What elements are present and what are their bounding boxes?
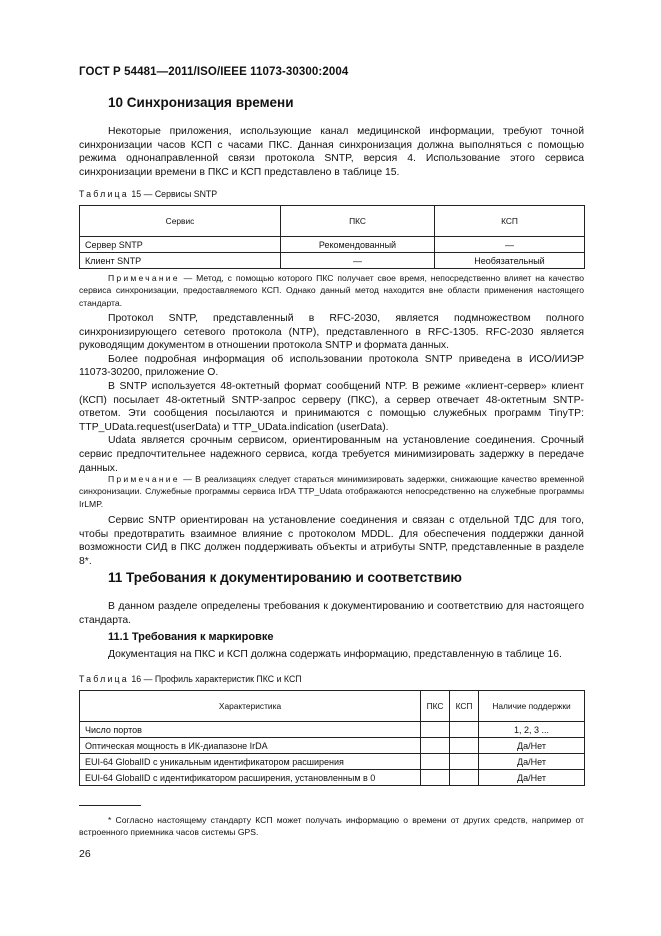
- subsection-11-1-text: Документация на ПКС и КСП должна содержать информацию, представленную в таблице 16.: [108, 649, 562, 660]
- table-cell: [450, 722, 479, 738]
- table-cell: [450, 738, 479, 754]
- subsection-11-1-title: 11.1 Требования к маркировке: [108, 631, 274, 643]
- note-2: [79, 473, 584, 510]
- table-16: [79, 690, 585, 786]
- table-cell: Клиент SNTP: [80, 253, 281, 269]
- table-cell: [421, 738, 450, 754]
- table-cell: [421, 754, 450, 770]
- table-row: [80, 754, 585, 770]
- table-header-row: [80, 691, 585, 722]
- note-text: — В реализациях следует стараться минимизировать задержки, снижающие качество временной синхронизации. Служебные программы сервиса IrDA TTP_Udata отображаются непосредственно на служебные программы IrLMP.: [79, 474, 584, 509]
- table-cell: Да/Нет: [479, 754, 585, 770]
- table-cell: Необязательный: [435, 253, 585, 269]
- paragraph: Udata является срочным сервисом, ориентированным на установление соединения. Срочный сервис предпочтительнее надежного сервиса, когда требуется минимизировать задержку в передаче данных.: [79, 435, 584, 474]
- section-10-title: 10 Синхронизация времени: [108, 95, 294, 110]
- table-cell: [450, 770, 479, 786]
- note-label: Примечание: [108, 273, 180, 283]
- body-paragraphs: [79, 312, 584, 475]
- paragraph: Более подробная информация об использовании протокола SNTP приведена в ИСО/ИИЭР 11073-30200, приложение О.: [79, 353, 584, 379]
- note-1: [79, 272, 584, 309]
- table-row: [80, 253, 585, 269]
- table-header-row: [80, 206, 585, 237]
- col-header: КСП: [435, 206, 585, 237]
- caption-text: 15 — Сервисы SNTP: [128, 189, 218, 199]
- table-cell: Сервер SNTP: [80, 237, 281, 253]
- table-cell: —: [281, 253, 435, 269]
- note-text: — Метод, с помощью которого ПКС получает свое время, непосредственно влияет на качество сервиса синхронизации, предоставляемого КСП. Однако данный метод находится вне области применения настоящего стандарта.: [79, 273, 584, 308]
- col-header: ПКС: [421, 691, 450, 722]
- table-16-caption: [79, 674, 302, 684]
- table-cell: Оптическая мощность в ИК-диапазоне IrDA: [80, 738, 421, 754]
- col-header: КСП: [450, 691, 479, 722]
- col-header: Наличие поддержки: [479, 691, 585, 722]
- table-15: [79, 205, 585, 269]
- table-cell: [421, 722, 450, 738]
- table-cell: [450, 754, 479, 770]
- table-row: [80, 722, 585, 738]
- table-cell: Число портов: [80, 722, 421, 738]
- note-label: Примечание: [108, 474, 180, 484]
- table-row: [80, 738, 585, 754]
- table-cell: —: [435, 237, 585, 253]
- table-cell: 1, 2, 3 ...: [479, 722, 585, 738]
- section-10-intro: Некоторые приложения, использующие канал медицинской информации, требуют точной синхронизации часов КСП с часами ПКС. Данная синхронизация должна выполняться с помощью режима однонаправленной связи протокола SNTP, версия 4. Использование этого сервиса синхронизации времени в ПКС и КСП представлено в таблице 15.: [79, 126, 584, 178]
- table-15-caption: [79, 189, 217, 199]
- table-cell: Рекомендованный: [281, 237, 435, 253]
- footnote: * Согласно настоящему стандарту КСП может получать информацию о времени от других средств, например от встроенного приемника часов системы GPS.: [79, 815, 584, 838]
- section-11-intro: В данном разделе определены требования к документированию и соответствию для настоящего стандарта.: [79, 601, 584, 626]
- document-header: ГОСТ Р 54481—2011/ISO/IEEE 11073-30300:2004: [79, 66, 349, 78]
- paragraph: В SNTP используется 48-октетный формат сообщений NTP. В режиме «клиент-сервер» клиент (КСП) посылает 48-октетный SNTP-запрос серверу (ПКС), а сервер отвечает 48-октетным SNTP-ответом. Эти сообщения посылаются и принимаются с помощью служебных программ TinyTP: TTP_UData.request(userData) и TTP_UData.indication (userData).: [79, 380, 584, 433]
- caption-label: Таблица: [79, 674, 129, 684]
- table-cell: Да/Нет: [479, 738, 585, 754]
- paragraph: Протокол SNTP, представленный в RFC-2030, является подмножеством полного синхронизирующего сетевого протокола (NTP), представленного в RFC-1305. RFC-2030 является руководящим документом в отношении протокола SNTP и формата данных.: [79, 313, 584, 352]
- col-header: Характеристика: [80, 691, 421, 722]
- footnote-divider: [79, 805, 141, 806]
- page-number: 26: [79, 848, 91, 860]
- table-cell: EUI-64 GlobalID с уникальным идентификатором расширения: [80, 754, 421, 770]
- caption-label: Таблица: [79, 189, 129, 199]
- caption-text: 16 — Профиль характеристик ПКС и КСП: [128, 674, 302, 684]
- section-11-title: 11 Требования к документированию и соответствию: [108, 570, 462, 585]
- table-cell: [421, 770, 450, 786]
- table-row: [80, 237, 585, 253]
- col-header: ПКС: [281, 206, 435, 237]
- col-header: Сервис: [80, 206, 281, 237]
- table-cell: EUI-64 GlobalID с идентификатором расширения, установленным в 0: [80, 770, 421, 786]
- table-cell: Да/Нет: [479, 770, 585, 786]
- table-row: [80, 770, 585, 786]
- paragraph-sntp: Сервис SNTP ориентирован на установление соединения и связан с отдельной ТДС для того, чтобы предотвратить взаимное влияние с протоколом MDDL. Для обеспечения поддержки данной возможности СИД в ПКС должен поддерживать объекты и атрибуты SNTP, представленные в разделе 8*.: [79, 515, 584, 567]
